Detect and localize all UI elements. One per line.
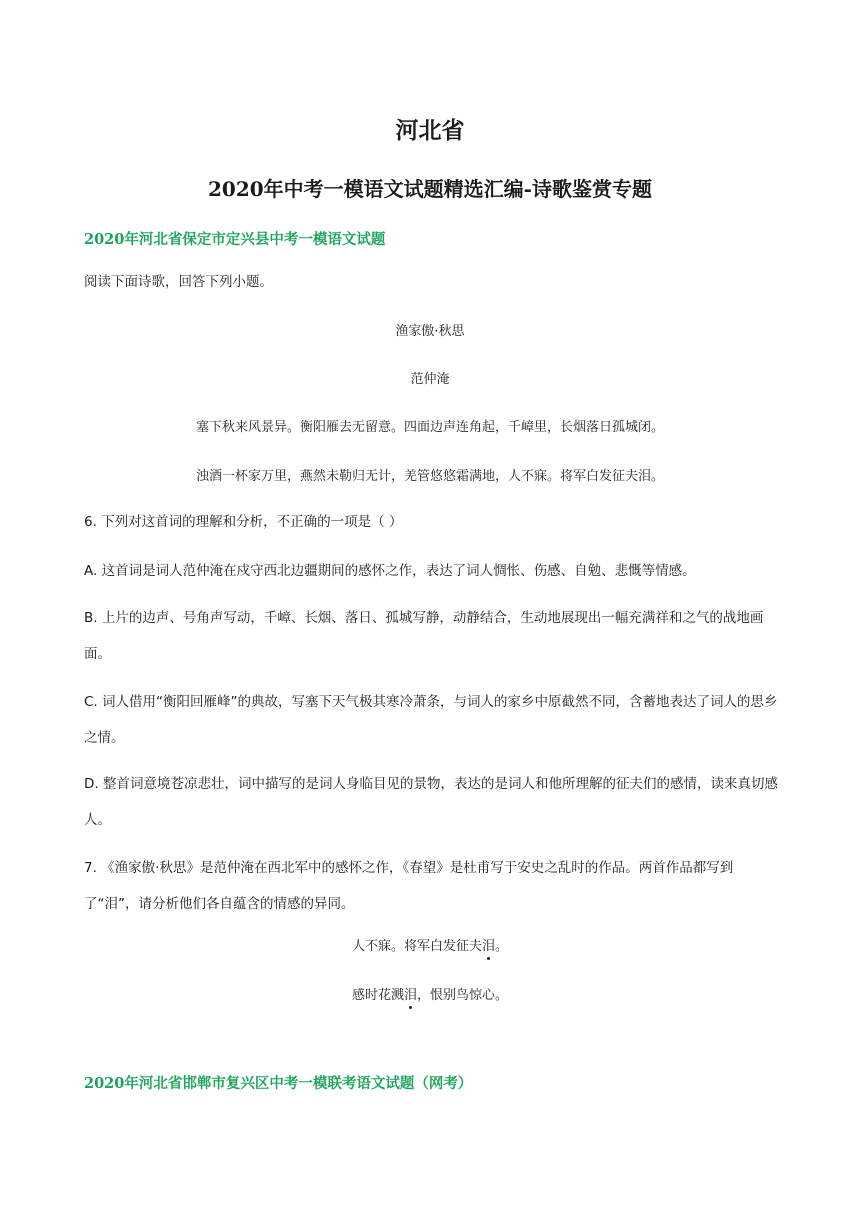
question-6-option-c: C. 词人借用“衡阳回雁峰”的典故，写塞下天气极其寒冷萧条，与词人的家乡中原截然不同，含蓄地表达了词人的思乡之情。: [84, 694, 778, 746]
question-6-option-a: A. 这首词是词人范仲淹在戍守西北边疆期间的感怀之作，表达了词人惆怅、伤感、自勉、悲慨等情感。: [84, 563, 696, 579]
quote-1-text: 人不寐。将军白发征夫: [351, 939, 482, 954]
quote-1-punct: 。: [495, 939, 509, 954]
poem-author: 范仲淹: [410, 372, 450, 387]
quote-1-emphasis: 泪: [482, 935, 495, 954]
question-7-stem: 7. 《渔家傲·秋思》是范仲淹在西北军中的感怀之作，《春望》是杜甫写于安史之乱时的作品。两首作品都写到了“泪”，请分析他们各自蕴含的情感的异同。: [84, 860, 734, 912]
poem-line-1: 塞下秋来风景异。衡阳雁去无留意。四面边声连角起，千嶂里，长烟落日孤城闭。: [195, 420, 664, 435]
question-6-option-b: B. 上片的边声、号角声写动，千嶂、长烟、落日、孤城写静，动静结合，生动地展现出一幅充满祥和之气的战地画面。: [84, 610, 764, 662]
question-6-stem: 6. 下列对这首词的理解和分析，不正确的一项是（ ）: [84, 514, 403, 530]
page-title: 河北省: [395, 118, 465, 144]
quote-2-emphasis: 泪: [404, 984, 417, 1003]
quote-line-2: [0, 984, 860, 1003]
page-subtitle: 2020年中考一模语文试题精选汇编-诗歌鉴赏专题: [208, 177, 652, 201]
quote-2-rest: ，恨别鸟惊心。: [417, 988, 509, 1003]
quote-line-1: [0, 935, 860, 954]
question-6-option-d: D. 整首词意境苍凉悲壮，词中描写的是词人身临目见的景物，表达的是词人和他所理解的征夫们的感情，读来真切感人。: [84, 776, 778, 828]
section-heading-baoding: 2020年河北省保定市定兴县中考一模语文试题: [84, 231, 386, 248]
section-heading-handan: 2020年河北省邯郸市复兴区中考一模联考语文试题（网考）: [84, 1075, 473, 1092]
quote-2-text: 感时花溅: [351, 988, 404, 1003]
poem-title: 渔家傲·秋思: [395, 324, 465, 339]
poem-line-2: 浊酒一杯家万里，燕然未勒归无计，羌管悠悠霜满地，人不寐。将军白发征夫泪。: [195, 469, 664, 484]
reading-instruction: 阅读下面诗歌，回答下列小题。: [84, 274, 273, 290]
